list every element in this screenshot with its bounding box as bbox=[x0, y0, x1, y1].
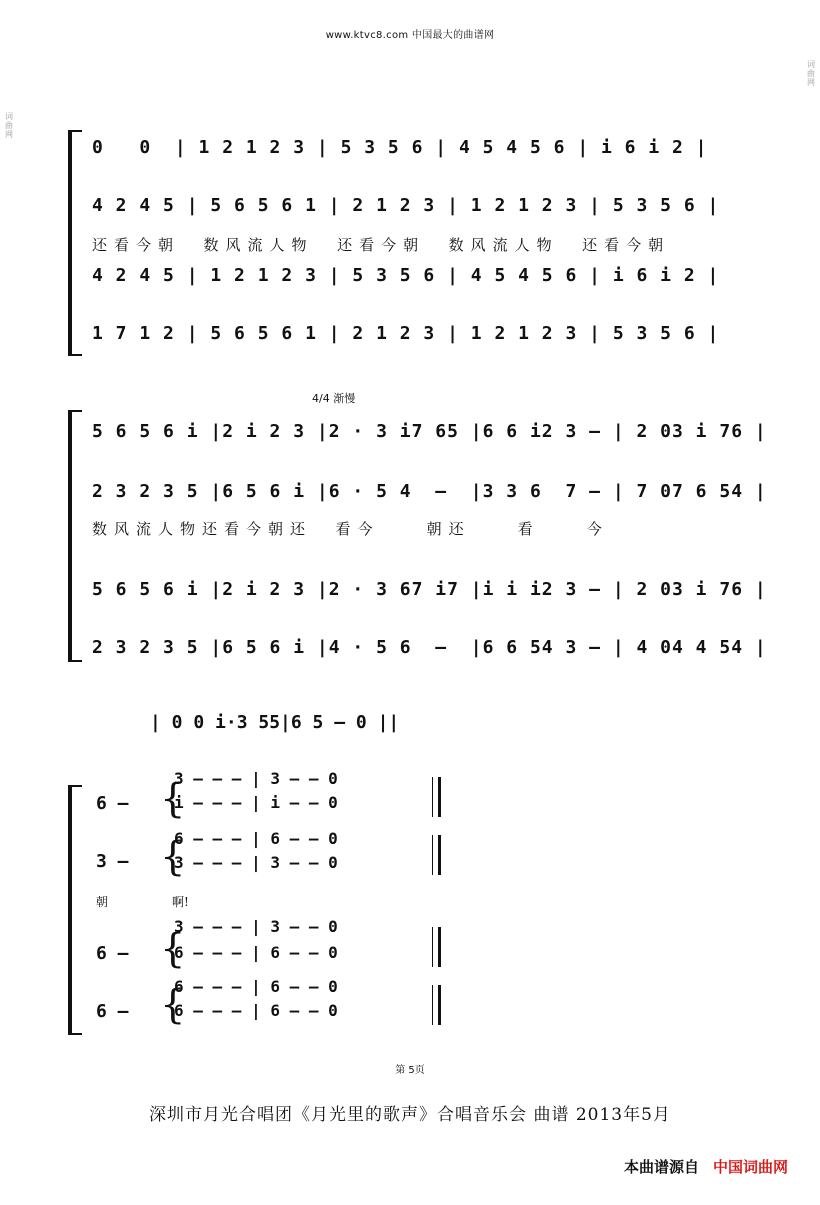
chord-upper: 3 — — — | 3 — — 0 bbox=[174, 917, 338, 936]
chord-brace: { bbox=[160, 982, 186, 1028]
part-lead: 6 — bbox=[96, 1001, 129, 1022]
chord-lower: 6 — — — | 6 — — 0 bbox=[174, 1001, 338, 1020]
final-barline bbox=[432, 985, 441, 1025]
system-bracket bbox=[68, 785, 72, 1035]
final-barline bbox=[432, 777, 441, 817]
watermark-label: 词曲网 bbox=[5, 112, 13, 139]
system-bracket bbox=[68, 130, 72, 356]
chord-lower: 3 — — — | 3 — — 0 bbox=[174, 853, 338, 872]
part-lead: 6 — bbox=[96, 943, 129, 964]
chord-lower: 6 — — — | 6 — — 0 bbox=[174, 943, 338, 962]
score-system-1 bbox=[68, 130, 778, 360]
chord-upper: 6 — — — | 6 — — 0 bbox=[174, 977, 338, 996]
notation-line: 1 7 1 2 | 5 6 5 6 1 | 2 1 2 3 | 1 2 1 2 3 | 5 3 5 6 | bbox=[92, 323, 720, 344]
lyric-word: 啊! bbox=[172, 895, 189, 909]
final-barline bbox=[432, 835, 441, 875]
notation-line: 4 2 4 5 | 1 2 1 2 3 | 5 3 5 6 | 4 5 4 5 6 | i 6 i 2 | bbox=[92, 265, 720, 286]
final-barline bbox=[432, 927, 441, 967]
source-brand-link[interactable]: 中国词曲网 bbox=[712, 1158, 788, 1176]
concert-title: 深圳市月光合唱团《月光里的歌声》合唱音乐会 曲谱 2013年5月 bbox=[149, 1105, 671, 1125]
notation-line: 2 3 2 3 5 |6 5 6 i |6 · 5 4 — |3 3 6 7 — | 7 07 6 54 | bbox=[92, 481, 767, 502]
notation-line: 4 2 4 5 | 5 6 5 6 1 | 2 1 2 3 | 1 2 1 2 3 | 5 3 5 6 | bbox=[92, 195, 720, 216]
chord-brace: { bbox=[160, 926, 186, 972]
system-bracket bbox=[68, 410, 72, 662]
score-system-2 bbox=[68, 410, 778, 665]
page-number: 第 5页 bbox=[395, 1065, 425, 1076]
notation-line: 5 6 5 6 i |2 i 2 3 |2 · 3 i7 65 |6 6 i2 3 — | 2 03 i 76 | bbox=[92, 421, 767, 442]
notation-line: 0 0 | 1 2 1 2 3 | 5 3 5 6 | 4 5 4 5 6 | i 6 i 2 | bbox=[92, 137, 708, 158]
chord-brace: { bbox=[160, 776, 186, 822]
chord-upper: 3 — — — | 3 — — 0 bbox=[174, 769, 338, 788]
part-lead: 6 — bbox=[96, 793, 129, 814]
tempo-marking: 4/4 渐慢 bbox=[312, 392, 356, 405]
left-watermark-strip bbox=[2, 0, 16, 172]
watermark-label: 词曲网 bbox=[807, 60, 815, 87]
lyrics-line: 数风流人物还看今朝还 看今 朝还 看 今 bbox=[92, 520, 609, 538]
chord-upper: 6 — — — | 6 — — 0 bbox=[174, 829, 338, 848]
ending-top-line: | 0 0 i·3 55|6 5 — 0 || bbox=[150, 712, 400, 733]
chord-brace: { bbox=[160, 834, 186, 880]
source-label: 本曲谱源自 bbox=[623, 1158, 699, 1176]
site-url-header: www.ktvc8.com 中国最大的曲谱网 bbox=[325, 30, 495, 41]
notation-line: 5 6 5 6 i |2 i 2 3 |2 · 3 67 i7 |i i i2 3 — | 2 03 i 76 | bbox=[92, 579, 767, 600]
source-credit bbox=[624, 1156, 788, 1177]
score-system-3 bbox=[68, 765, 468, 1040]
chord-lower: i — — — | i — — 0 bbox=[174, 793, 338, 812]
part-lead: 3 — bbox=[96, 851, 129, 872]
lyrics-line: 还看今朝 数风流人物 还看今朝 数风流人物 还看今朝 bbox=[92, 236, 671, 254]
right-watermark-strip bbox=[804, 0, 818, 120]
notation-line: 2 3 2 3 5 |6 5 6 i |4 · 5 6 — |6 6 54 3 — | 4 04 4 54 | bbox=[92, 637, 767, 658]
lyric-word: 朝 bbox=[96, 895, 109, 909]
